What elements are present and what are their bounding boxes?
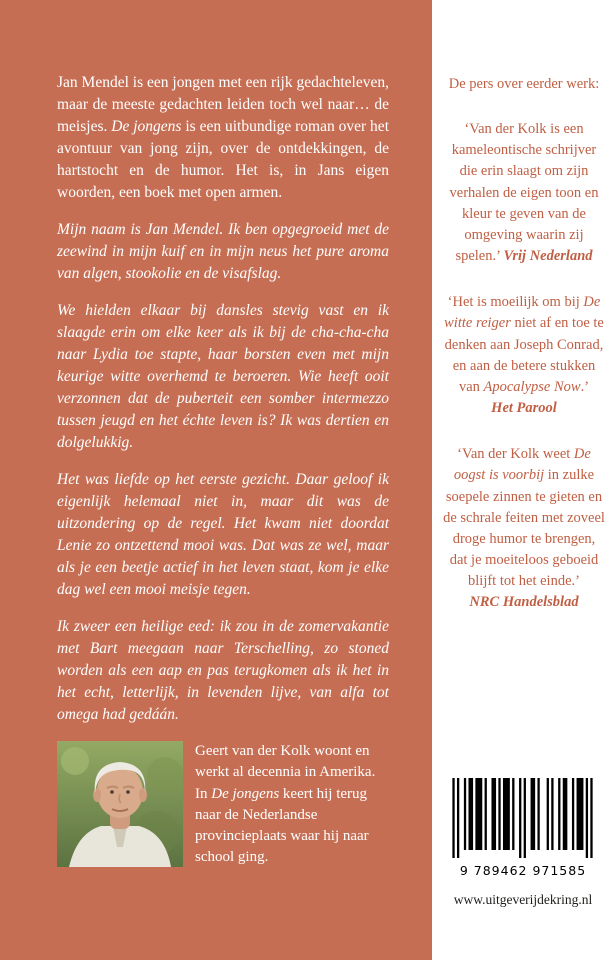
press-quote-vrij-nederland: ‘Van der Kolk is een kameleontische schrijver die erin slaagt om zijn verhalen de eigen toon en kleur te geven van de omgeving waarin zij spelen.’ Vrij Nederland <box>449 121 599 265</box>
excerpt-paragraph-4: Ik zweer een heilige eed: ik zou in de zomervakantie met Bart meegaan naar Terschelling, zo stoned worden als een aap en pas terugkomen als ik het in het echt, letterlijk, in levenden lijve, van alfa tot omega had gedáán. <box>57 618 389 723</box>
press-column <box>443 74 605 638</box>
website-url: www.uitgeverijdekring.nl <box>453 892 593 907</box>
author-section <box>57 741 389 869</box>
barcode-number: 9 789462 971585 <box>459 863 587 878</box>
intro-paragraph: Jan Mendel is een jongen met een rijk gedachteleven, maar de meeste gedachten leiden toch wel naar… de meisjes. De jongens is een uitbundige roman over het avontuur van jong zijn, over de ontdekkingen, de hartstocht en de humor. Het is, in Jans eigen woorden, een boek met open armen. <box>57 74 389 201</box>
excerpt-paragraph-3: Het was liefde op het eerste gezicht. Daar geloof ik eigenlijk helemaal niet in, maar dit was de uitzondering op de regel. Het kwam niet doordat Lenie zo ontzettend mooi was. Dat was ze wel, maar als je een beetje actief in het leven staat, kom je elke dag wel een mooi meisje tegen. <box>57 471 389 598</box>
press-quote-het-parool: ‘Het is moeilijk om bij De witte reiger niet af en toe te denken aan Joseph Conrad, en aan de betere stukken van Apocalypse Now.’ Het Parool <box>444 294 604 417</box>
blurb-text <box>57 72 389 869</box>
press-header: De pers over eerder werk: <box>448 76 600 92</box>
author-photo <box>57 741 183 867</box>
excerpt-paragraph-1: Mijn naam is Jan Mendel. Ik ben opgegroeid met de zeewind in mijn kuif en in mijn neus het pure aroma van algen, stookolie en de visafslag. <box>57 221 389 282</box>
author-bio: Geert van der Kolk woont en werkt al decennia in Amerika. In De jongens keert hij terug naar de Nederlandse provincieplaats waar hij naar school ging. <box>195 743 376 866</box>
excerpt-paragraph-2: We hielden elkaar bij dansles stevig vast en ik slaagde erin om elke keer als ik bij de cha-cha-cha naar Lydia toe stapte, haar borsten even met mijn keurige witte overhemd te beroeren. Wie heeft ooit verzonnen dat de puberteit een somber intermezzo tussen jeugd en het échte leven is? Ik was dertien en dolgelukkig. <box>57 302 389 451</box>
press-quote-nrc-handelsblad: ‘Van der Kolk weet De oogst is voorbij in zulke soepele zinnen te gieten en de schrale feiten met zoveel droge humor te brengen, dat je moeiteloos geboeid blijft tot het einde.’ NRC Handelsblad <box>443 446 605 611</box>
barcode-block <box>444 778 602 908</box>
barcode <box>448 778 598 860</box>
